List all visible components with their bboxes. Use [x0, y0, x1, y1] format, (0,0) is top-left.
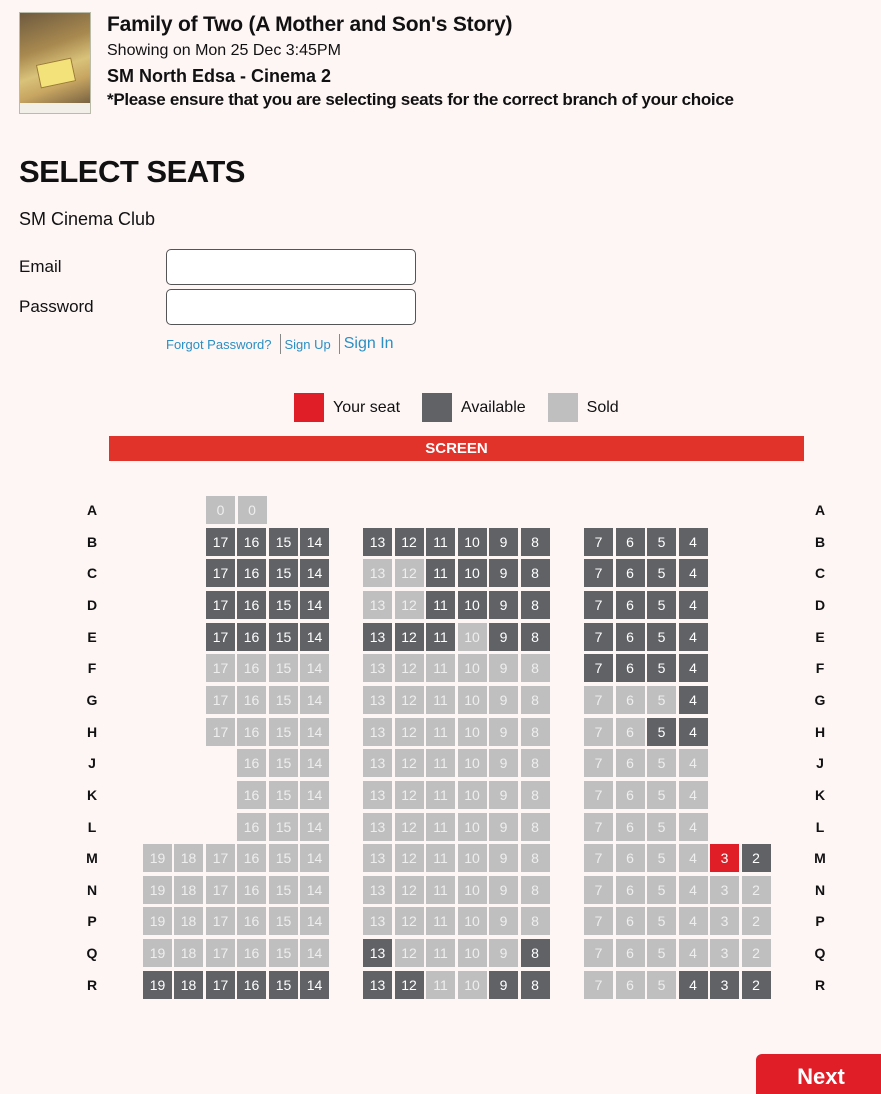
seat-h-15: 15 — [269, 718, 298, 746]
poster-credits-strip — [20, 103, 90, 113]
seat-l-8: 8 — [521, 813, 550, 841]
seat-e-7[interactable]: 7 — [584, 623, 613, 651]
seat-e-12[interactable]: 12 — [395, 623, 424, 651]
page-title: SELECT SEATS — [19, 154, 245, 189]
seat-c-6[interactable]: 6 — [616, 559, 645, 587]
seat-r-3[interactable]: 3 — [710, 971, 739, 999]
seat-j-10: 10 — [458, 749, 487, 777]
seat-c-7[interactable]: 7 — [584, 559, 613, 587]
seat-f-6[interactable]: 6 — [616, 654, 645, 682]
seat-h-14: 14 — [300, 718, 329, 746]
seat-l-15: 15 — [269, 813, 298, 841]
seat-b-17[interactable]: 17 — [206, 528, 235, 556]
seat-q-3: 3 — [710, 939, 739, 967]
seat-q-10: 10 — [458, 939, 487, 967]
seat-p-15: 15 — [269, 907, 298, 935]
seat-j-13: 13 — [363, 749, 392, 777]
seat-r-12[interactable]: 12 — [395, 971, 424, 999]
seat-g-12: 12 — [395, 686, 424, 714]
row-label-m: M — [86, 850, 98, 867]
seat-j-8: 8 — [521, 749, 550, 777]
your-seat-swatch — [294, 393, 324, 422]
row-label-a: A — [86, 502, 98, 518]
seat-c-14[interactable]: 14 — [300, 559, 329, 587]
seat-r-19[interactable]: 19 — [143, 971, 172, 999]
seat-e-5[interactable]: 5 — [647, 623, 676, 651]
password-label: Password — [19, 297, 94, 316]
showtime: Showing on Mon 25 Dec 3:45PM — [107, 42, 341, 59]
seat-b-4[interactable]: 4 — [679, 528, 708, 556]
seat-b-8[interactable]: 8 — [521, 528, 550, 556]
seat-d-16[interactable]: 16 — [237, 591, 266, 619]
seat-r-10: 10 — [458, 971, 487, 999]
seat-l-6: 6 — [616, 813, 645, 841]
seat-d-7[interactable]: 7 — [584, 591, 613, 619]
row-label-e: E — [815, 628, 825, 645]
seat-f-16: 16 — [237, 654, 266, 682]
seat-q-2: 2 — [742, 939, 771, 967]
seat-q-9: 9 — [489, 939, 518, 967]
seat-c-15[interactable]: 15 — [269, 559, 298, 587]
seat-n-4: 4 — [679, 876, 708, 904]
seat-d-17[interactable]: 17 — [206, 591, 235, 619]
seat-r-18[interactable]: 18 — [174, 971, 203, 999]
seat-e-6[interactable]: 6 — [616, 623, 645, 651]
seat-f-11: 11 — [426, 654, 455, 682]
seat-m-5: 5 — [647, 844, 676, 872]
seat-j-11: 11 — [426, 749, 455, 777]
row-label-j: J — [816, 755, 824, 772]
seat-l-12: 12 — [395, 813, 424, 841]
seat-q-11: 11 — [426, 939, 455, 967]
seat-b-6[interactable]: 6 — [616, 528, 645, 556]
seat-q-15: 15 — [269, 939, 298, 967]
seat-j-9: 9 — [489, 749, 518, 777]
cinema-branch: SM North Edsa - Cinema 2 — [107, 66, 332, 86]
seat-h-13: 13 — [363, 718, 392, 746]
seat-r-17[interactable]: 17 — [206, 971, 235, 999]
link-divider — [280, 334, 281, 354]
seat-h-9: 9 — [489, 718, 518, 746]
seat-l-10: 10 — [458, 813, 487, 841]
row-label-c: C — [86, 565, 98, 582]
seat-p-4: 4 — [679, 907, 708, 935]
seat-p-14: 14 — [300, 907, 329, 935]
row-label-g: G — [814, 691, 826, 708]
row-label-r: R — [86, 976, 98, 993]
seat-n-18: 18 — [174, 876, 203, 904]
seat-n-19: 19 — [143, 876, 172, 904]
seat-g-17: 17 — [206, 686, 235, 714]
row-label-l: L — [815, 818, 825, 835]
seat-e-16[interactable]: 16 — [237, 623, 266, 651]
row-label-d: D — [86, 596, 98, 613]
seat-g-15: 15 — [269, 686, 298, 714]
seat-k-16: 16 — [237, 781, 266, 809]
sign-up-link[interactable]: Sign Up — [284, 336, 331, 352]
seat-h-16: 16 — [237, 718, 266, 746]
seat-c-11[interactable]: 11 — [426, 559, 455, 587]
seat-m-4: 4 — [679, 844, 708, 872]
seat-q-17: 17 — [206, 939, 235, 967]
seat-g-4[interactable]: 4 — [679, 686, 708, 714]
seat-r-4[interactable]: 4 — [679, 971, 708, 999]
seat-q-7: 7 — [584, 939, 613, 967]
seat-k-4: 4 — [679, 781, 708, 809]
seat-n-15: 15 — [269, 876, 298, 904]
seat-p-17: 17 — [206, 907, 235, 935]
seat-q-16: 16 — [237, 939, 266, 967]
seat-m-16: 16 — [237, 844, 266, 872]
seat-d-6[interactable]: 6 — [616, 591, 645, 619]
seat-k-6: 6 — [616, 781, 645, 809]
seat-b-14[interactable]: 14 — [300, 528, 329, 556]
seat-f-17: 17 — [206, 654, 235, 682]
seat-m-15: 15 — [269, 844, 298, 872]
seat-e-9[interactable]: 9 — [489, 623, 518, 651]
seat-k-14: 14 — [300, 781, 329, 809]
seat-g-7: 7 — [584, 686, 613, 714]
seat-c-17[interactable]: 17 — [206, 559, 235, 587]
seat-e-8[interactable]: 8 — [521, 623, 550, 651]
seat-b-16[interactable]: 16 — [237, 528, 266, 556]
seat-m-3[interactable]: 3 — [710, 844, 739, 872]
seat-k-10: 10 — [458, 781, 487, 809]
seat-f-12: 12 — [395, 654, 424, 682]
seat-p-12: 12 — [395, 907, 424, 935]
seat-m-14: 14 — [300, 844, 329, 872]
seat-p-16: 16 — [237, 907, 266, 935]
seat-d-15[interactable]: 15 — [269, 591, 298, 619]
seat-g-16: 16 — [237, 686, 266, 714]
seat-j-5: 5 — [647, 749, 676, 777]
seat-g-5: 5 — [647, 686, 676, 714]
seat-d-14[interactable]: 14 — [300, 591, 329, 619]
row-label-b: B — [86, 533, 98, 550]
seat-h-7: 7 — [584, 718, 613, 746]
seat-c-12: 12 — [395, 559, 424, 587]
seat-e-10: 10 — [458, 623, 487, 651]
seat-k-8: 8 — [521, 781, 550, 809]
seat-f-15: 15 — [269, 654, 298, 682]
seat-m-19: 19 — [143, 844, 172, 872]
seat-b-15[interactable]: 15 — [269, 528, 298, 556]
seat-j-4: 4 — [679, 749, 708, 777]
seat-n-13: 13 — [363, 876, 392, 904]
seat-g-13: 13 — [363, 686, 392, 714]
seat-legend — [294, 393, 641, 422]
seat-b-13[interactable]: 13 — [363, 528, 392, 556]
seat-c-8[interactable]: 8 — [521, 559, 550, 587]
seat-b-11[interactable]: 11 — [426, 528, 455, 556]
seat-m-7: 7 — [584, 844, 613, 872]
seat-n-8: 8 — [521, 876, 550, 904]
seat-f-10: 10 — [458, 654, 487, 682]
seat-f-8: 8 — [521, 654, 550, 682]
seat-n-10: 10 — [458, 876, 487, 904]
seat-j-15: 15 — [269, 749, 298, 777]
seat-h-17: 17 — [206, 718, 235, 746]
email-field[interactable] — [166, 249, 416, 285]
seat-f-4[interactable]: 4 — [679, 654, 708, 682]
seat-p-13: 13 — [363, 907, 392, 935]
seat-a-0: 0 — [238, 496, 267, 524]
seat-h-12: 12 — [395, 718, 424, 746]
seat-b-5[interactable]: 5 — [647, 528, 676, 556]
seat-g-8: 8 — [521, 686, 550, 714]
seat-p-2: 2 — [742, 907, 771, 935]
seat-k-15: 15 — [269, 781, 298, 809]
seat-l-9: 9 — [489, 813, 518, 841]
row-label-k: K — [814, 786, 826, 803]
seat-r-7: 7 — [584, 971, 613, 999]
seat-e-17[interactable]: 17 — [206, 623, 235, 651]
seat-m-11: 11 — [426, 844, 455, 872]
seat-q-8[interactable]: 8 — [521, 939, 550, 967]
seat-r-11: 11 — [426, 971, 455, 999]
row-label-p: P — [815, 913, 825, 930]
seat-j-7: 7 — [584, 749, 613, 777]
seat-d-10[interactable]: 10 — [458, 591, 487, 619]
seat-j-14: 14 — [300, 749, 329, 777]
seat-g-9: 9 — [489, 686, 518, 714]
sign-in-link[interactable]: Sign In — [343, 335, 394, 352]
seat-l-4: 4 — [679, 813, 708, 841]
seat-l-11: 11 — [426, 813, 455, 841]
seat-d-8[interactable]: 8 — [521, 591, 550, 619]
seat-p-7: 7 — [584, 907, 613, 935]
cinema-club-label: SM Cinema Club — [19, 209, 156, 229]
screen-indicator: SCREEN — [109, 436, 804, 461]
seat-e-14[interactable]: 14 — [300, 623, 329, 651]
seat-b-9[interactable]: 9 — [489, 528, 518, 556]
legend-available: Available — [461, 398, 526, 416]
row-label-c: C — [814, 565, 826, 582]
account-links — [166, 333, 394, 355]
seat-k-13: 13 — [363, 781, 392, 809]
seat-n-7: 7 — [584, 876, 613, 904]
seat-g-10: 10 — [458, 686, 487, 714]
seat-m-18: 18 — [174, 844, 203, 872]
seat-h-10: 10 — [458, 718, 487, 746]
seat-m-9: 9 — [489, 844, 518, 872]
forgot-password-link[interactable]: Forgot Password? — [166, 336, 272, 352]
seat-d-11[interactable]: 11 — [426, 591, 455, 619]
legend-sold: Sold — [586, 398, 619, 416]
seat-d-13: 13 — [363, 591, 392, 619]
link-divider — [339, 334, 340, 354]
seat-r-13[interactable]: 13 — [363, 971, 392, 999]
seat-m-12: 12 — [395, 844, 424, 872]
row-label-d: D — [814, 596, 826, 613]
row-label-q: Q — [814, 945, 826, 962]
seat-c-16[interactable]: 16 — [237, 559, 266, 587]
row-label-g: G — [86, 691, 98, 708]
seat-d-5[interactable]: 5 — [647, 591, 676, 619]
seat-p-19: 19 — [143, 907, 172, 935]
seat-n-3: 3 — [710, 876, 739, 904]
seat-m-2[interactable]: 2 — [742, 844, 771, 872]
seat-l-13: 13 — [363, 813, 392, 841]
row-label-e: E — [87, 628, 97, 645]
row-label-a: A — [814, 502, 826, 518]
seat-m-17: 17 — [206, 844, 235, 872]
seat-f-7[interactable]: 7 — [584, 654, 613, 682]
row-label-j: J — [88, 755, 96, 772]
seat-c-13: 13 — [363, 559, 392, 587]
seat-p-10: 10 — [458, 907, 487, 935]
seat-j-16: 16 — [237, 749, 266, 777]
seat-l-14: 14 — [300, 813, 329, 841]
seat-e-15[interactable]: 15 — [269, 623, 298, 651]
seat-p-8: 8 — [521, 907, 550, 935]
seat-q-6: 6 — [616, 939, 645, 967]
seat-d-4[interactable]: 4 — [679, 591, 708, 619]
seat-n-14: 14 — [300, 876, 329, 904]
seat-l-5: 5 — [647, 813, 676, 841]
row-label-n: N — [814, 881, 826, 898]
seat-l-7: 7 — [584, 813, 613, 841]
email-label: Email — [19, 257, 62, 276]
seat-r-2[interactable]: 2 — [742, 971, 771, 999]
poster-title-tag — [36, 58, 76, 89]
seat-n-9: 9 — [489, 876, 518, 904]
seat-q-4: 4 — [679, 939, 708, 967]
seat-j-12: 12 — [395, 749, 424, 777]
seat-r-15[interactable]: 15 — [269, 971, 298, 999]
row-label-h: H — [86, 723, 98, 740]
seat-b-12[interactable]: 12 — [395, 528, 424, 556]
seat-f-14: 14 — [300, 654, 329, 682]
row-label-r: R — [814, 976, 826, 993]
seat-c-10[interactable]: 10 — [458, 559, 487, 587]
branch-warning: *Please ensure that you are selecting seats for the correct branch of your choice — [107, 90, 734, 109]
seat-g-11: 11 — [426, 686, 455, 714]
seat-p-9: 9 — [489, 907, 518, 935]
sold-swatch — [548, 393, 578, 422]
seat-f-9: 9 — [489, 654, 518, 682]
seat-d-9[interactable]: 9 — [489, 591, 518, 619]
seat-q-18: 18 — [174, 939, 203, 967]
seat-n-16: 16 — [237, 876, 266, 904]
seat-r-5: 5 — [647, 971, 676, 999]
seat-e-4[interactable]: 4 — [679, 623, 708, 651]
seat-p-6: 6 — [616, 907, 645, 935]
seat-n-17: 17 — [206, 876, 235, 904]
seat-m-6: 6 — [616, 844, 645, 872]
row-label-q: Q — [86, 945, 98, 962]
seat-f-13: 13 — [363, 654, 392, 682]
seat-c-5[interactable]: 5 — [647, 559, 676, 587]
row-label-f: F — [87, 660, 97, 677]
movie-poster — [19, 12, 91, 114]
seat-q-12: 12 — [395, 939, 424, 967]
seat-c-9[interactable]: 9 — [489, 559, 518, 587]
seat-m-10: 10 — [458, 844, 487, 872]
seat-c-4[interactable]: 4 — [679, 559, 708, 587]
seat-k-12: 12 — [395, 781, 424, 809]
seat-a-0: 0 — [206, 496, 235, 524]
seat-n-11: 11 — [426, 876, 455, 904]
row-label-p: P — [87, 913, 97, 930]
seat-k-9: 9 — [489, 781, 518, 809]
seat-n-2: 2 — [742, 876, 771, 904]
seat-e-13[interactable]: 13 — [363, 623, 392, 651]
seat-k-11: 11 — [426, 781, 455, 809]
row-label-f: F — [815, 660, 825, 677]
seat-n-6: 6 — [616, 876, 645, 904]
seat-l-16: 16 — [237, 813, 266, 841]
seat-r-16[interactable]: 16 — [237, 971, 266, 999]
seat-k-7: 7 — [584, 781, 613, 809]
row-label-b: B — [814, 533, 826, 550]
seat-k-5: 5 — [647, 781, 676, 809]
seat-p-11: 11 — [426, 907, 455, 935]
seat-q-13[interactable]: 13 — [363, 939, 392, 967]
seat-q-19: 19 — [143, 939, 172, 967]
seat-f-5[interactable]: 5 — [647, 654, 676, 682]
seat-b-7[interactable]: 7 — [584, 528, 613, 556]
row-label-k: K — [86, 786, 98, 803]
seat-h-11: 11 — [426, 718, 455, 746]
next-button[interactable]: Next — [756, 1054, 881, 1094]
seat-j-6: 6 — [616, 749, 645, 777]
seat-g-14: 14 — [300, 686, 329, 714]
row-label-m: M — [814, 850, 826, 867]
seat-n-5: 5 — [647, 876, 676, 904]
seat-h-6: 6 — [616, 718, 645, 746]
seat-h-5[interactable]: 5 — [647, 718, 676, 746]
seat-m-8: 8 — [521, 844, 550, 872]
seat-h-8: 8 — [521, 718, 550, 746]
seat-p-3: 3 — [710, 907, 739, 935]
seat-q-5: 5 — [647, 939, 676, 967]
seat-b-10[interactable]: 10 — [458, 528, 487, 556]
row-label-l: L — [87, 818, 97, 835]
seat-g-6: 6 — [616, 686, 645, 714]
seat-p-18: 18 — [174, 907, 203, 935]
movie-title: Family of Two (A Mother and Son's Story) — [107, 13, 513, 36]
row-label-h: H — [814, 723, 826, 740]
seat-m-13: 13 — [363, 844, 392, 872]
password-field[interactable] — [166, 289, 416, 325]
seat-d-12: 12 — [395, 591, 424, 619]
row-label-n: N — [86, 881, 98, 898]
seat-r-14[interactable]: 14 — [300, 971, 329, 999]
seat-h-4[interactable]: 4 — [679, 718, 708, 746]
seat-n-12: 12 — [395, 876, 424, 904]
seat-r-6: 6 — [616, 971, 645, 999]
seat-q-14: 14 — [300, 939, 329, 967]
seat-r-8[interactable]: 8 — [521, 971, 550, 999]
seat-p-5: 5 — [647, 907, 676, 935]
available-swatch — [422, 393, 452, 422]
seat-r-9[interactable]: 9 — [489, 971, 518, 999]
seat-e-11[interactable]: 11 — [426, 623, 455, 651]
legend-your-seat: Your seat — [333, 398, 401, 416]
